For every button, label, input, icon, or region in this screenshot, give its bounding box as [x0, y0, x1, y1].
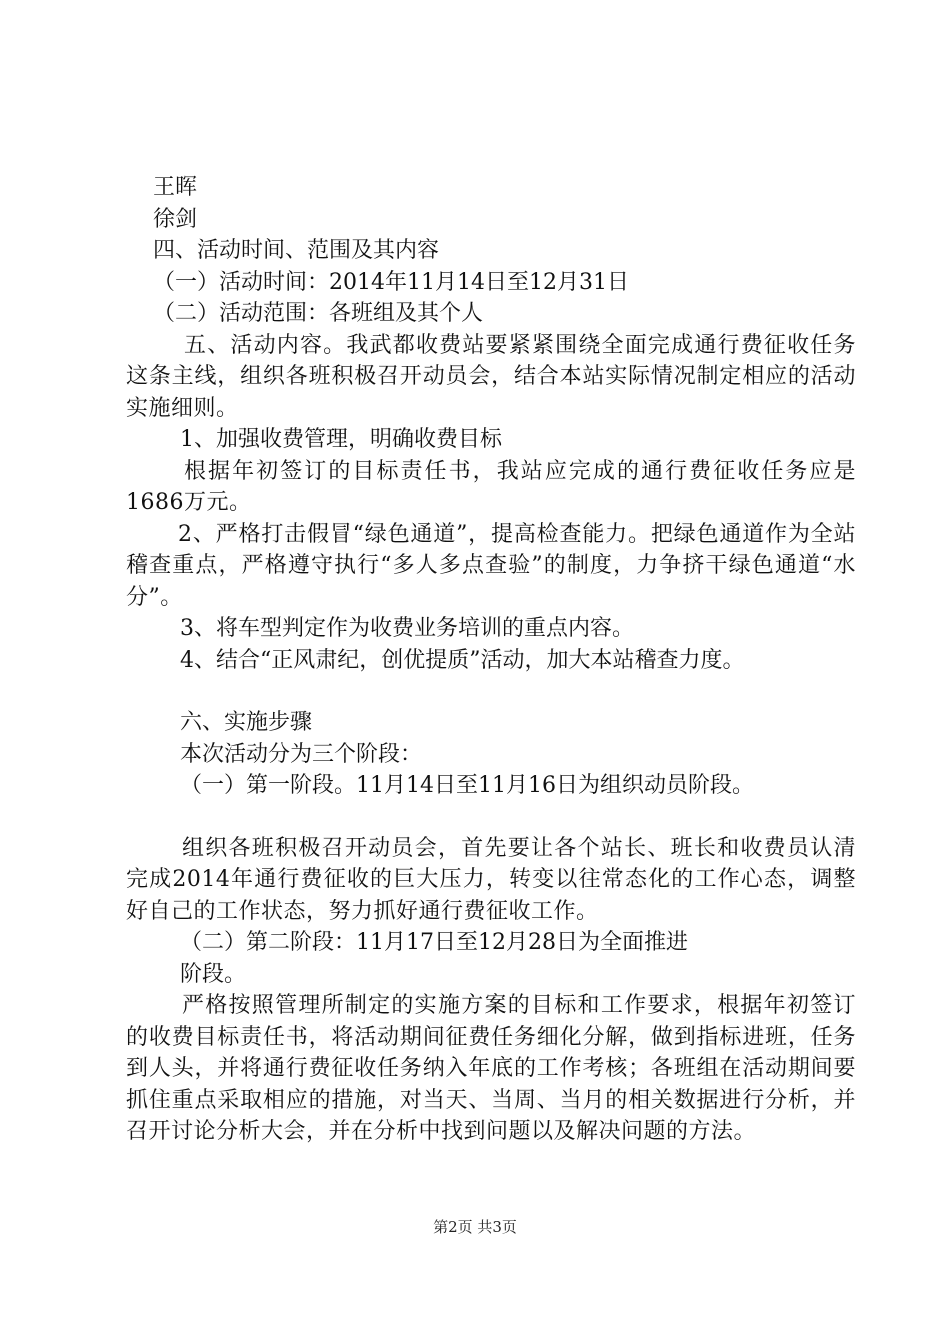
phase-1-heading: （一）第一阶段。11月14日至11月16日为组织动员阶段。	[180, 773, 754, 798]
section-heading-4: 四、活动时间、范围及其内容	[153, 238, 440, 263]
item-4-line: 4、结合“正风肃纪，创优提质”活动，加大本站稽查力度。	[180, 647, 745, 673]
section-5-paragraph: 五、活动内容。我武都收费站要紧紧围绕全面完成通行费征收任务这条主线，组织各班积极召开动员会，结合本站实际情况制定相应的活动实施细则。	[126, 332, 856, 421]
item-1-heading: 1、加强收费管理，明确收费目标	[180, 427, 502, 452]
item-1-paragraph: 根据年初签订的目标责任书，我站应完成的通行费征收任务应是1686万元。	[126, 458, 856, 515]
phase-1-paragraph: 组织各班积极召开动员会，首先要让各个站长、班长和收费员认清完成2014年通行费征收的巨大压力，转变以往常态化的工作心态，调整好自己的工作状态，努力抓好通行费征收工作。	[126, 835, 856, 924]
page-number-footer: 第2页 共3页	[433, 1218, 517, 1236]
item-2-paragraph: 2、严格打击假冒“绿色通道”，提高检查能力。把绿色通道作为全站稽查重点，严格遵守执行“多人多点查验”的制度，力争挤干绿色通道“水分”。	[126, 521, 856, 610]
item-3-line: 3、将车型判定作为收费业务培训的重点内容。	[180, 616, 634, 641]
activity-scope: （二）活动范围：各班组及其个人	[153, 301, 484, 326]
phase-2-heading: （二）第二阶段：11月17日至12月28日为全面推进	[180, 930, 688, 955]
phases-intro: 本次活动分为三个阶段：	[180, 741, 423, 767]
section-heading-6: 六、实施步骤	[180, 710, 313, 735]
activity-time: （一）活动时间：2014年11月14日至12月31日	[153, 269, 629, 295]
name-line-1: 王晖	[153, 175, 198, 200]
name-line-2: 徐剑	[153, 206, 198, 232]
document-body	[126, 172, 856, 1148]
phase-2-paragraph: 严格按照管理所制定的实施方案的目标和工作要求，根据年初签订的收费目标责任书，将活动期间征费任务细化分解，做到指标进班，任务到人头，并将通行费征收任务纳入年底的工作考核；各班组在活动期间要抓住重点采取相应的措施，对当天、当周、当月的相关数据进行分析，并召开讨论分析大会，并在分析中找到问题以及解决问题的方法。	[126, 993, 856, 1144]
phase-2-heading-continued: 阶段。	[180, 961, 247, 987]
